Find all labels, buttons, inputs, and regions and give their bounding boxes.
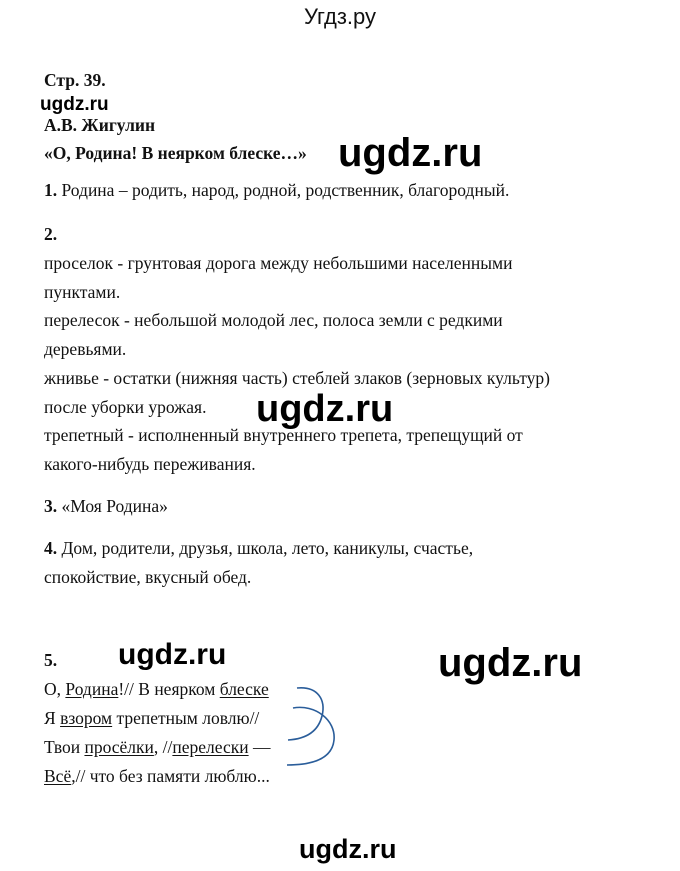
watermark: ugdz.ru bbox=[118, 638, 227, 671]
answer-2-line: после уборки урожая. bbox=[44, 396, 207, 417]
underlined-word: просёлки bbox=[84, 737, 154, 757]
poem-text: — bbox=[248, 737, 271, 757]
rhyme-bracket bbox=[287, 707, 334, 765]
answer-2-line: деревьями. bbox=[44, 339, 127, 360]
answer-2-line: какого-нибудь переживания. bbox=[44, 453, 256, 474]
poem-text: Твои bbox=[44, 737, 85, 757]
poem-text: О, bbox=[44, 679, 66, 699]
poem-title: «О, Родина! В неярком блеске…» bbox=[44, 143, 307, 163]
poem-text: трепетным ловлю// bbox=[112, 708, 260, 728]
answer-2-number: 2. bbox=[44, 224, 58, 244]
watermark: ugdz.ru bbox=[40, 94, 109, 115]
answer-number: 4. bbox=[44, 538, 58, 558]
poem-text: Я bbox=[44, 708, 61, 728]
watermark: ugdz.ru bbox=[256, 388, 394, 430]
author: А.В. Жигулин bbox=[44, 115, 156, 135]
answer-2-line: жнивье - остатки (нижняя часть) стеблей злаков (зерновых культур) bbox=[44, 367, 550, 388]
answer-4-line: спокойствие, вкусный обед. bbox=[44, 567, 252, 587]
underlined-word: взором bbox=[60, 708, 113, 728]
poem-text: ,// что без памяти люблю... bbox=[71, 766, 270, 786]
underlined-word: перелески bbox=[172, 737, 249, 757]
poem-text: , // bbox=[153, 737, 173, 757]
watermark: ugdz.ru bbox=[338, 131, 483, 175]
answer-2-line: трепетный - исполненный внутреннего трепета, трепещущий от bbox=[44, 425, 523, 446]
underlined-word: блеске bbox=[219, 679, 269, 699]
answer-text: Родина – родить, народ, родной, родственник, благородный. bbox=[57, 180, 510, 200]
page-reference: Стр. 39. bbox=[44, 70, 106, 90]
answer-2-line: перелесок - небольшой молодой лес, полоса земли с редкими bbox=[44, 310, 503, 331]
answer-5-number: 5. bbox=[44, 650, 58, 670]
underlined-word: Всё bbox=[44, 766, 72, 786]
rhyme-bracket bbox=[288, 688, 323, 740]
answer-number: 1. bbox=[44, 180, 58, 200]
answer-text: Дом, родители, друзья, школа, лето, каникулы, счастье, bbox=[61, 538, 474, 558]
site-title: Угдз.ру bbox=[303, 4, 377, 29]
answer-2-line: пунктами. bbox=[44, 281, 121, 302]
underlined-word: Родина bbox=[65, 679, 119, 699]
answer-2-line: проселок - грунтовая дорога между небольшими населенными bbox=[44, 253, 513, 273]
poem-text: !// В неярком bbox=[118, 679, 220, 699]
watermark: ugdz.ru bbox=[299, 834, 397, 864]
watermark: ugdz.ru bbox=[438, 641, 583, 685]
answer-number: 3. bbox=[44, 496, 58, 516]
answer-text: «Моя Родина» bbox=[57, 496, 168, 516]
